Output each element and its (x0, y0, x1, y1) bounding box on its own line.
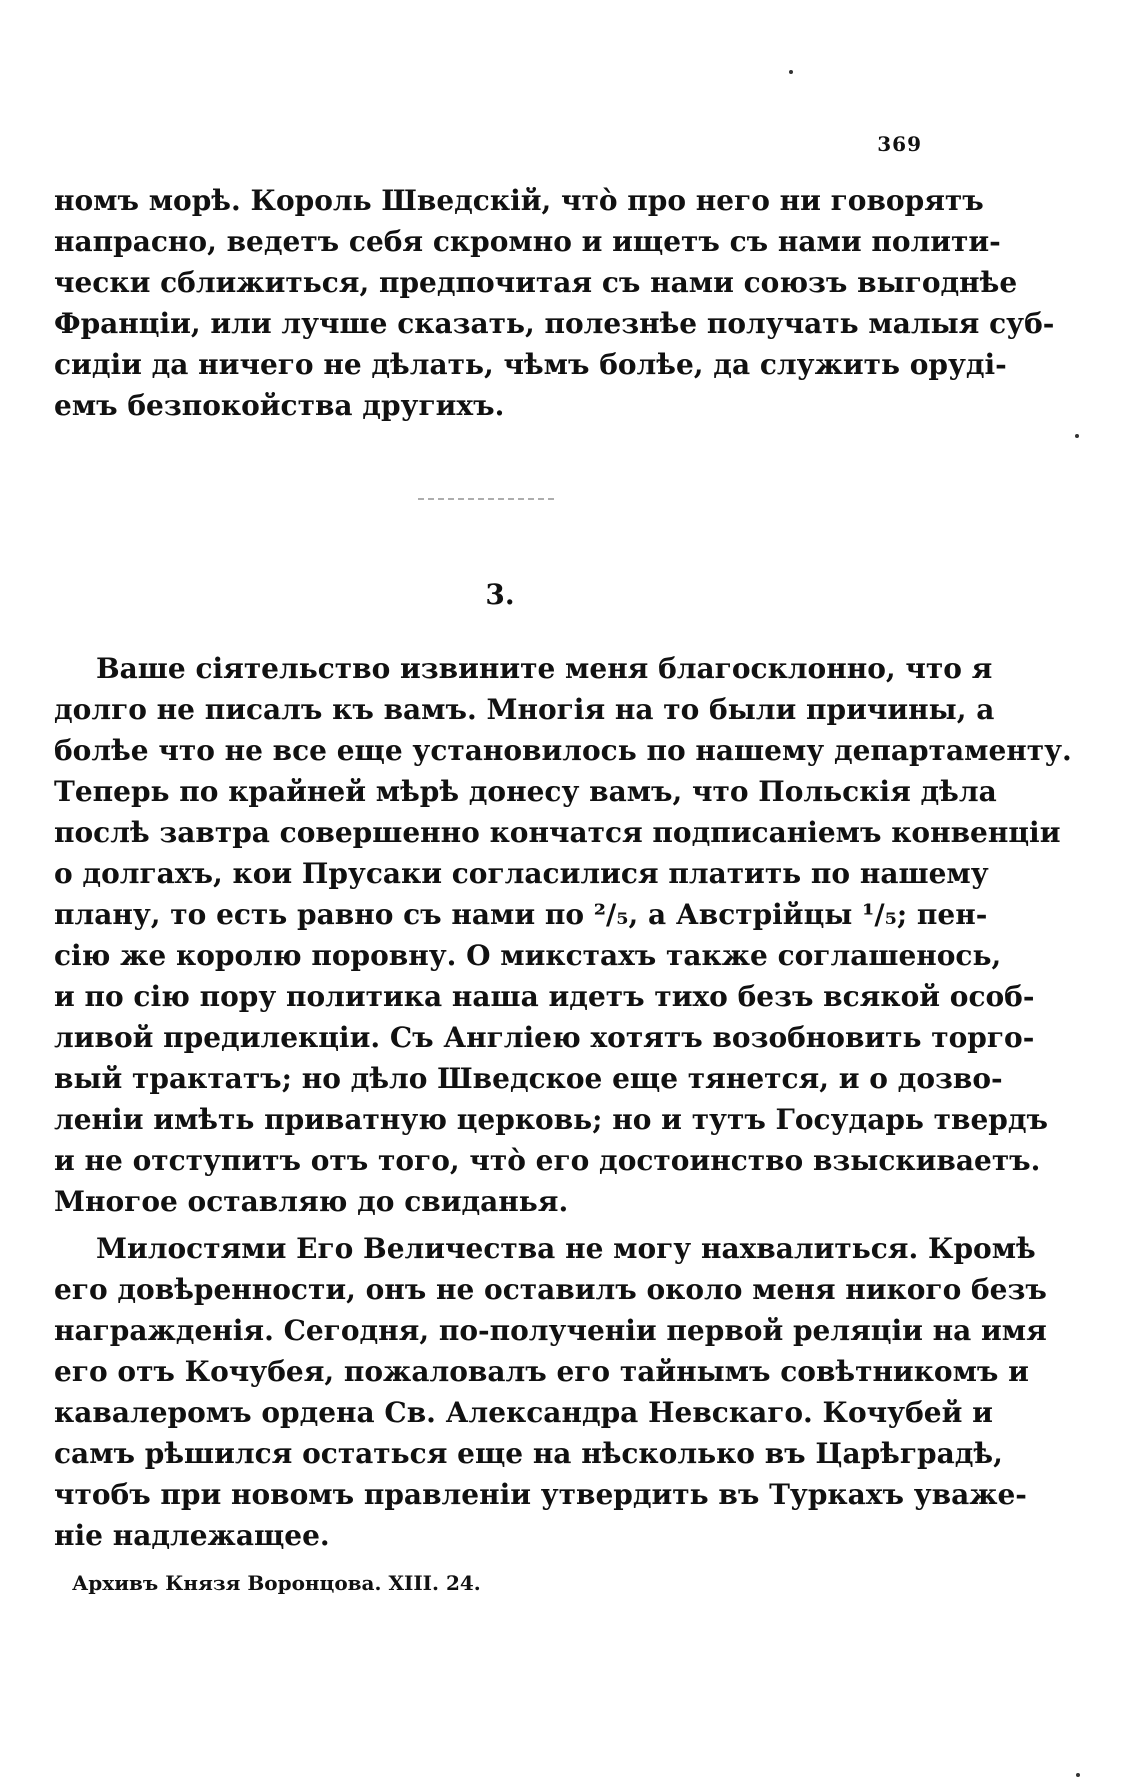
text-line: болѣе что не все еще установилось по нашему департаменту. (54, 734, 1072, 767)
top-paragraph (54, 180, 1055, 426)
text-line: ливой предилекціи. Съ Англіею хотятъ возобновить торго- (54, 1021, 1035, 1054)
print-speck (1075, 434, 1079, 438)
source-citation: Архивъ Князя Воронцова. XIII. 24. (72, 1571, 481, 1595)
text-line: Милостями Его Величества не могу нахвалиться. Кромѣ (96, 1232, 1036, 1265)
text-line: сію же королю поровну. О микстахъ также соглашенось, (54, 939, 1002, 972)
text-line: ніе надлежащее. (54, 1519, 330, 1552)
text-line: самъ рѣшился остаться еще на нѣсколько въ Царѣградѣ, (54, 1437, 1003, 1470)
text-line: Ваше сіятельство извините меня благосклонно, что я (96, 652, 993, 685)
text-line: сидіи да ничего не дѣлать, чѣмъ болѣе, да служить оруді- (54, 348, 1007, 381)
text-line: его отъ Кочубея, пожаловалъ его тайнымъ совѣтникомъ и (54, 1355, 1029, 1388)
text-line: Многое оставляю до свиданья. (54, 1185, 569, 1218)
text-line: чески сближиться, предпочитая съ нами союзъ выгоднѣе (54, 266, 1018, 299)
paragraph-2 (54, 1228, 1047, 1556)
text-line: номъ морѣ. Король Шведскій, чтò про него ни говорятъ (54, 184, 984, 217)
text-line: емъ безпокойства другихъ. (54, 389, 505, 422)
print-speck (1076, 1773, 1080, 1777)
text-line: и по сію пору политика наша идетъ тихо безъ всякой особ- (54, 980, 1035, 1013)
section-number: 3. (485, 578, 515, 611)
text-line: Франціи, или лучше сказать, полезнѣе получать малыя суб- (54, 307, 1055, 340)
paragraph-1 (54, 648, 1072, 1222)
text-line: плану, то есть равно съ нами по ²/₅, а Австрійцы ¹/₅; пен- (54, 898, 988, 931)
letter-body (54, 648, 1072, 1556)
print-speck (789, 70, 793, 74)
text-line: награжденія. Сегодня, по-полученіи первой реляціи на имя (54, 1314, 1047, 1347)
text-line: кавалеромъ ордена Св. Александра Невскаго. Кочубей и (54, 1396, 993, 1429)
text-line: его довѣренности, онъ не оставилъ около меня никого безъ (54, 1273, 1047, 1306)
text-line: послѣ завтра совершенно кончатся подписаніемъ конвенціи (54, 816, 1061, 849)
text-line: Теперь по крайней мѣрѣ донесу вамъ, что Польскія дѣла (54, 775, 997, 808)
text-line: о долгахъ, кои Прусаки согласилися платить по нашему (54, 857, 989, 890)
text-line: и не отступитъ отъ того, чтò его достоинство взыскиваетъ. (54, 1144, 1041, 1177)
text-line: леніи имѣть приватную церковь; но и тутъ Государь твердъ (54, 1103, 1048, 1136)
text-line: напрасно, ведетъ себя скромно и ищетъ съ нами полити- (54, 225, 1001, 258)
page-number: 369 (877, 132, 922, 156)
separator-rule (418, 498, 554, 506)
text-line: чтобъ при новомъ правленіи утвердить въ Туркахъ уваже- (54, 1478, 1027, 1511)
text-line: вый трактатъ; но дѣло Шведское еще тянется, и о дозво- (54, 1062, 1003, 1095)
text-line: долго не писалъ къ вамъ. Многія на то были причины, а (54, 693, 995, 726)
